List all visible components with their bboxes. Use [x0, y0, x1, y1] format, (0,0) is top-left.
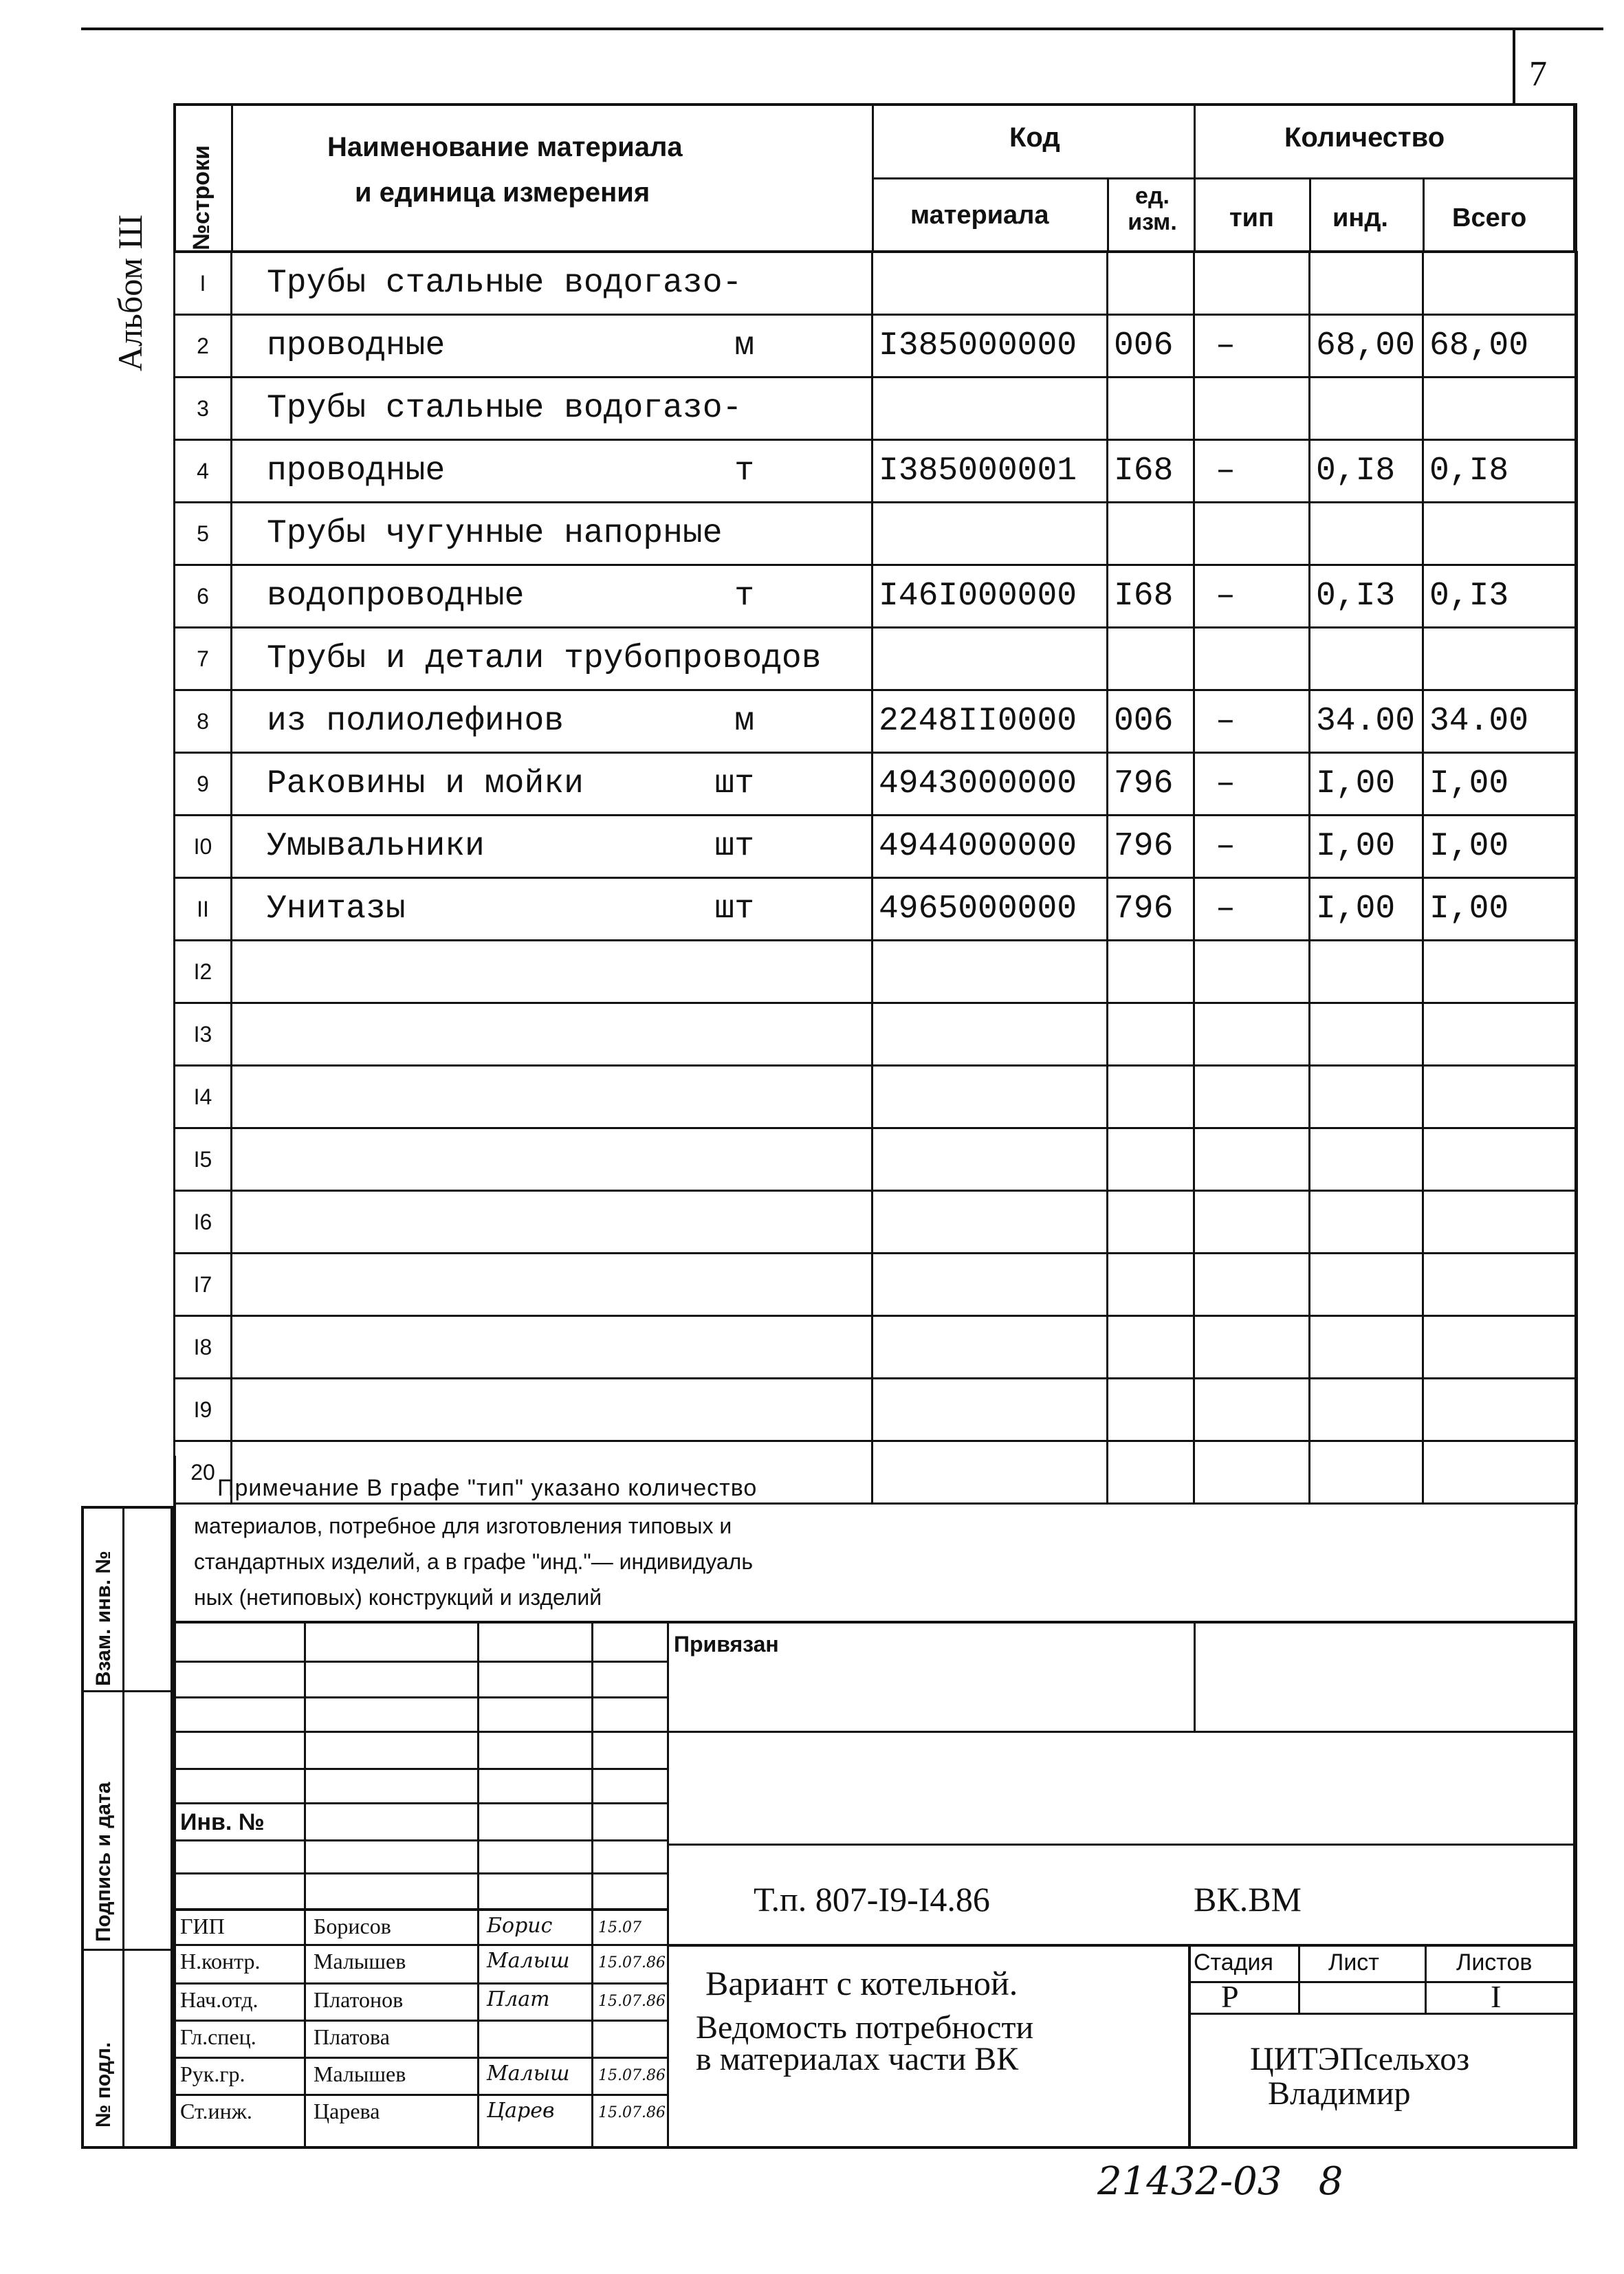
- unit-code: [1108, 503, 1194, 565]
- material-name-text: Унитазы: [267, 890, 406, 928]
- qty-type: [1194, 252, 1310, 315]
- unit-code: 796: [1108, 753, 1194, 816]
- material-code: [873, 1066, 1108, 1128]
- qty-type: [1194, 1379, 1310, 1441]
- qty-ind: [1310, 252, 1423, 315]
- row-number: 7: [175, 628, 232, 690]
- qty-total: [1423, 1066, 1577, 1128]
- sheet-label: Лист: [1328, 1949, 1379, 1976]
- qty-ind: I,00: [1310, 816, 1423, 878]
- doc-mark: ВК.ВМ: [1194, 1880, 1302, 1918]
- signer-name: Малышев: [314, 1949, 406, 1974]
- table-row: [175, 816, 1577, 878]
- qty-type: –: [1194, 753, 1310, 816]
- signer-date: 15.07.86: [598, 2104, 666, 2121]
- material-code: [873, 628, 1108, 690]
- side-podpis: Подпись и дата: [92, 1782, 115, 1942]
- table-header: [173, 103, 1576, 253]
- signer-signature: Плат: [487, 1987, 550, 2011]
- top-rule: [81, 28, 1603, 30]
- qty-total: 34.00: [1423, 690, 1577, 753]
- header-row-no: №строки: [188, 145, 215, 250]
- signer-date: 15.07.86: [598, 2067, 666, 2084]
- signer-signature: Малыш: [487, 2062, 570, 2086]
- table-row: [175, 378, 1577, 440]
- table-row: [175, 315, 1577, 378]
- qty-type: –: [1194, 878, 1310, 941]
- title-block: [173, 1621, 1576, 2149]
- row-number: 2: [175, 315, 232, 378]
- material-name: [232, 440, 873, 503]
- material-name: [232, 753, 873, 816]
- qty-total: [1423, 503, 1577, 565]
- qty-ind: [1310, 1316, 1423, 1379]
- qty-ind: [1310, 1254, 1423, 1316]
- qty-type: [1194, 1066, 1310, 1128]
- note-line1: Примечание В графе "тип" указано количество: [217, 1475, 758, 1501]
- row-number: 6: [175, 565, 232, 628]
- material-code: 2248II0000: [873, 690, 1108, 753]
- qty-ind: [1310, 1379, 1423, 1441]
- doc-code: Т.п. 807-I9-I4.86: [754, 1880, 990, 1918]
- unit-code: [1108, 252, 1194, 315]
- page-number: 7: [1529, 54, 1547, 94]
- qty-total: [1423, 1128, 1577, 1191]
- material-name: [232, 1128, 873, 1191]
- qty-ind: [1310, 378, 1423, 440]
- side-stamp: [81, 1506, 173, 2149]
- row-number: I4: [175, 1066, 232, 1128]
- side-vzam: Взам. инв. №: [92, 1551, 115, 1686]
- side-inv-podl: № подл.: [92, 2042, 115, 2128]
- qty-ind: [1310, 503, 1423, 565]
- unit-code: [1108, 1003, 1194, 1066]
- signer-name: Борисов: [314, 1914, 391, 1938]
- doc-title-line3: в материалах части ВК: [696, 2041, 1019, 2077]
- material-name-text: Умывальники: [267, 828, 485, 865]
- qty-total: [1423, 252, 1577, 315]
- page-number-box-left: [1513, 28, 1515, 105]
- material-name: [232, 378, 873, 440]
- qty-total: 68,00: [1423, 315, 1577, 378]
- material-name-text: проводные: [267, 452, 446, 490]
- signer-role: Ст.инж.: [180, 2099, 252, 2123]
- header-code-unit: ед. изм.: [1128, 183, 1177, 235]
- table-row: [175, 941, 1577, 1003]
- table-row: [175, 753, 1577, 816]
- material-code: [873, 1128, 1108, 1191]
- material-name-text: Раковины и мойки: [267, 765, 584, 802]
- material-code: I385000000: [873, 315, 1108, 378]
- material-name-text: Трубы стальные водогазо-: [267, 265, 743, 302]
- signer-signature: Малыш: [487, 1949, 570, 1973]
- qty-type: [1194, 378, 1310, 440]
- material-unit: м: [734, 703, 754, 740]
- row-number: 9: [175, 753, 232, 816]
- material-name: [232, 1191, 873, 1254]
- qty-ind: [1310, 1003, 1423, 1066]
- material-code: 4965000000: [873, 878, 1108, 941]
- header-name-line1: Наименование материала: [327, 132, 683, 162]
- qty-ind: I,00: [1310, 753, 1423, 816]
- qty-type: –: [1194, 440, 1310, 503]
- row-number: I0: [175, 816, 232, 878]
- signer-signature: Царев: [487, 2099, 555, 2123]
- material-name-text: водопроводные: [267, 578, 525, 615]
- unit-code: 006: [1108, 315, 1194, 378]
- material-name: [232, 878, 873, 941]
- row-number: 3: [175, 378, 232, 440]
- row-number: 20: [175, 1441, 232, 1504]
- album-label: Альбом Ш: [111, 215, 149, 371]
- row-number: 4: [175, 440, 232, 503]
- row-number: II: [175, 878, 232, 941]
- signer-role: ГИП: [180, 1914, 225, 1938]
- qty-type: [1194, 1003, 1310, 1066]
- material-code: I385000001: [873, 440, 1108, 503]
- qty-ind: 68,00: [1310, 315, 1423, 378]
- footer-handwritten-code: 21432-03 8: [1097, 2159, 1343, 2204]
- material-name-text: из полиолефинов: [267, 703, 564, 740]
- signer-role: Гл.спец.: [180, 2024, 256, 2049]
- material-unit: т: [734, 452, 754, 490]
- doc-title-line2: Ведомость потребности: [696, 2009, 1034, 2046]
- row-number: 5: [175, 503, 232, 565]
- material-name: [232, 252, 873, 315]
- material-code: [873, 941, 1108, 1003]
- material-code: [873, 252, 1108, 315]
- material-name-text: Трубы чугунные напорные: [267, 515, 723, 552]
- material-name: [232, 690, 873, 753]
- table-row: [175, 878, 1577, 941]
- qty-total: 0,I3: [1423, 565, 1577, 628]
- row-number: I8: [175, 1316, 232, 1379]
- material-name-text: Трубы и детали трубопроводов: [267, 640, 822, 677]
- note-box: [173, 1456, 1576, 1621]
- qty-total: I,00: [1423, 753, 1577, 816]
- unit-code: [1108, 941, 1194, 1003]
- signer-date: 15.07: [598, 1919, 641, 1936]
- table-row: [175, 1379, 1577, 1441]
- material-name: [232, 565, 873, 628]
- doc-title-line1: Вариант с котельной.: [705, 1964, 1018, 2002]
- material-unit: т: [734, 578, 754, 615]
- material-name-text: проводные: [267, 327, 446, 364]
- qty-ind: [1310, 1066, 1423, 1128]
- qty-total: [1423, 1254, 1577, 1316]
- material-code: [873, 1254, 1108, 1316]
- sheets-label: Листов: [1456, 1949, 1533, 1976]
- unit-code: [1108, 1254, 1194, 1316]
- unit-code: [1108, 1316, 1194, 1379]
- unit-code: 006: [1108, 690, 1194, 753]
- unit-code: I68: [1108, 440, 1194, 503]
- material-name: [232, 1254, 873, 1316]
- header-code: Код: [1009, 122, 1060, 153]
- qty-type: [1194, 1191, 1310, 1254]
- row-number: I: [175, 252, 232, 315]
- signer-role: Рук.гр.: [180, 2062, 245, 2086]
- qty-total: [1423, 1379, 1577, 1441]
- qty-total: I,00: [1423, 878, 1577, 941]
- header-quantity: Количество: [1284, 122, 1445, 153]
- unit-code: [1108, 378, 1194, 440]
- table-row: [175, 1066, 1577, 1128]
- header-name-line2: и единица измерения: [355, 177, 650, 208]
- signer-date: 15.07.86: [598, 1954, 666, 1971]
- qty-total: [1423, 941, 1577, 1003]
- material-code: [873, 503, 1108, 565]
- unit-code: 796: [1108, 878, 1194, 941]
- qty-ind: [1310, 1128, 1423, 1191]
- material-name: [232, 1066, 873, 1128]
- material-unit: шт: [714, 765, 754, 802]
- table-row: [175, 1316, 1577, 1379]
- material-name-text: Трубы стальные водогазо-: [267, 390, 743, 427]
- row-number: I7: [175, 1254, 232, 1316]
- material-code: [873, 1379, 1108, 1441]
- material-name: [232, 503, 873, 565]
- qty-type: [1194, 503, 1310, 565]
- materials-table: [173, 251, 1578, 1505]
- material-name: [232, 1379, 873, 1441]
- unit-code: [1108, 1191, 1194, 1254]
- signer-name: Платонов: [314, 1987, 404, 2012]
- material-code: 4944000000: [873, 816, 1108, 878]
- unit-code: [1108, 1379, 1194, 1441]
- material-name: [232, 1003, 873, 1066]
- qty-total: [1423, 1191, 1577, 1254]
- qty-type: [1194, 628, 1310, 690]
- material-name: [232, 1316, 873, 1379]
- qty-type: [1194, 1316, 1310, 1379]
- qty-ind: [1310, 1191, 1423, 1254]
- signer-date: 15.07.86: [598, 1993, 666, 2010]
- table-row: [175, 628, 1577, 690]
- qty-type: –: [1194, 315, 1310, 378]
- qty-type: [1194, 941, 1310, 1003]
- unit-code: I68: [1108, 565, 1194, 628]
- note-line3: стандартных изделий, а в графе "инд."— индивидуаль: [194, 1549, 753, 1574]
- header-code-material: материала: [910, 201, 1049, 230]
- qty-total: [1423, 628, 1577, 690]
- qty-ind: 0,I8: [1310, 440, 1423, 503]
- qty-total: [1423, 1316, 1577, 1379]
- material-code: [873, 1191, 1108, 1254]
- material-unit: м: [734, 327, 754, 364]
- qty-type: –: [1194, 690, 1310, 753]
- org-line2: Владимир: [1268, 2075, 1411, 2112]
- unit-code: [1108, 628, 1194, 690]
- qty-ind: [1310, 628, 1423, 690]
- table-row: [175, 252, 1577, 315]
- header-qty-total: Всего: [1452, 204, 1527, 232]
- material-code: [873, 378, 1108, 440]
- qty-ind: I,00: [1310, 878, 1423, 941]
- row-number: I2: [175, 941, 232, 1003]
- org-line1: ЦИТЭПсельхоз: [1250, 2041, 1470, 2077]
- material-name: [232, 941, 873, 1003]
- header-qty-type: тип: [1229, 204, 1274, 232]
- signer-role: Нач.отд.: [180, 1987, 259, 2012]
- table-row: [175, 690, 1577, 753]
- row-number: 8: [175, 690, 232, 753]
- qty-ind: 0,I3: [1310, 565, 1423, 628]
- signer-name: Царева: [314, 2099, 380, 2123]
- note-line2: материалов, потребное для изготовления типовых и: [194, 1513, 732, 1538]
- signer-name: Платова: [314, 2024, 390, 2049]
- row-number: I9: [175, 1379, 232, 1441]
- row-number: I5: [175, 1128, 232, 1191]
- table-row: [175, 1191, 1577, 1254]
- qty-total: 0,I8: [1423, 440, 1577, 503]
- material-name: [232, 315, 873, 378]
- stage-value: Р: [1221, 1979, 1239, 2014]
- table-row: [175, 565, 1577, 628]
- material-name: [232, 816, 873, 878]
- unit-code: 796: [1108, 816, 1194, 878]
- qty-type: –: [1194, 816, 1310, 878]
- unit-code: [1108, 1128, 1194, 1191]
- material-code: 4943000000: [873, 753, 1108, 816]
- table-row: [175, 440, 1577, 503]
- sheets-value: I: [1491, 1979, 1502, 2014]
- material-code: [873, 1316, 1108, 1379]
- material-unit: шт: [714, 828, 754, 865]
- inv-no-label: Инв. №: [180, 1809, 265, 1835]
- row-number: I6: [175, 1191, 232, 1254]
- signer-signature: Борис: [487, 1914, 553, 1938]
- header-qty-ind: инд.: [1332, 204, 1388, 232]
- row-number: I3: [175, 1003, 232, 1066]
- table-row: [175, 503, 1577, 565]
- unit-code: [1108, 1066, 1194, 1128]
- qty-total: [1423, 1003, 1577, 1066]
- privyazan-label: Привязан: [674, 1632, 779, 1657]
- table-row: [175, 1003, 1577, 1066]
- material-code: I46I000000: [873, 565, 1108, 628]
- material-unit: шт: [714, 890, 754, 928]
- qty-type: [1194, 1128, 1310, 1191]
- stage-label: Стадия: [1194, 1949, 1273, 1976]
- qty-type: [1194, 1254, 1310, 1316]
- note-line4: ных (нетиповых) конструкций и изделий: [194, 1585, 602, 1610]
- table-row: [175, 1254, 1577, 1316]
- material-code: [873, 1003, 1108, 1066]
- material-name: [232, 628, 873, 690]
- signer-role: Н.контр.: [180, 1949, 261, 1974]
- qty-total: [1423, 378, 1577, 440]
- signer-name: Малышев: [314, 2062, 406, 2086]
- qty-ind: 34.00: [1310, 690, 1423, 753]
- qty-total: I,00: [1423, 816, 1577, 878]
- qty-ind: [1310, 941, 1423, 1003]
- qty-type: –: [1194, 565, 1310, 628]
- table-row: [175, 1128, 1577, 1191]
